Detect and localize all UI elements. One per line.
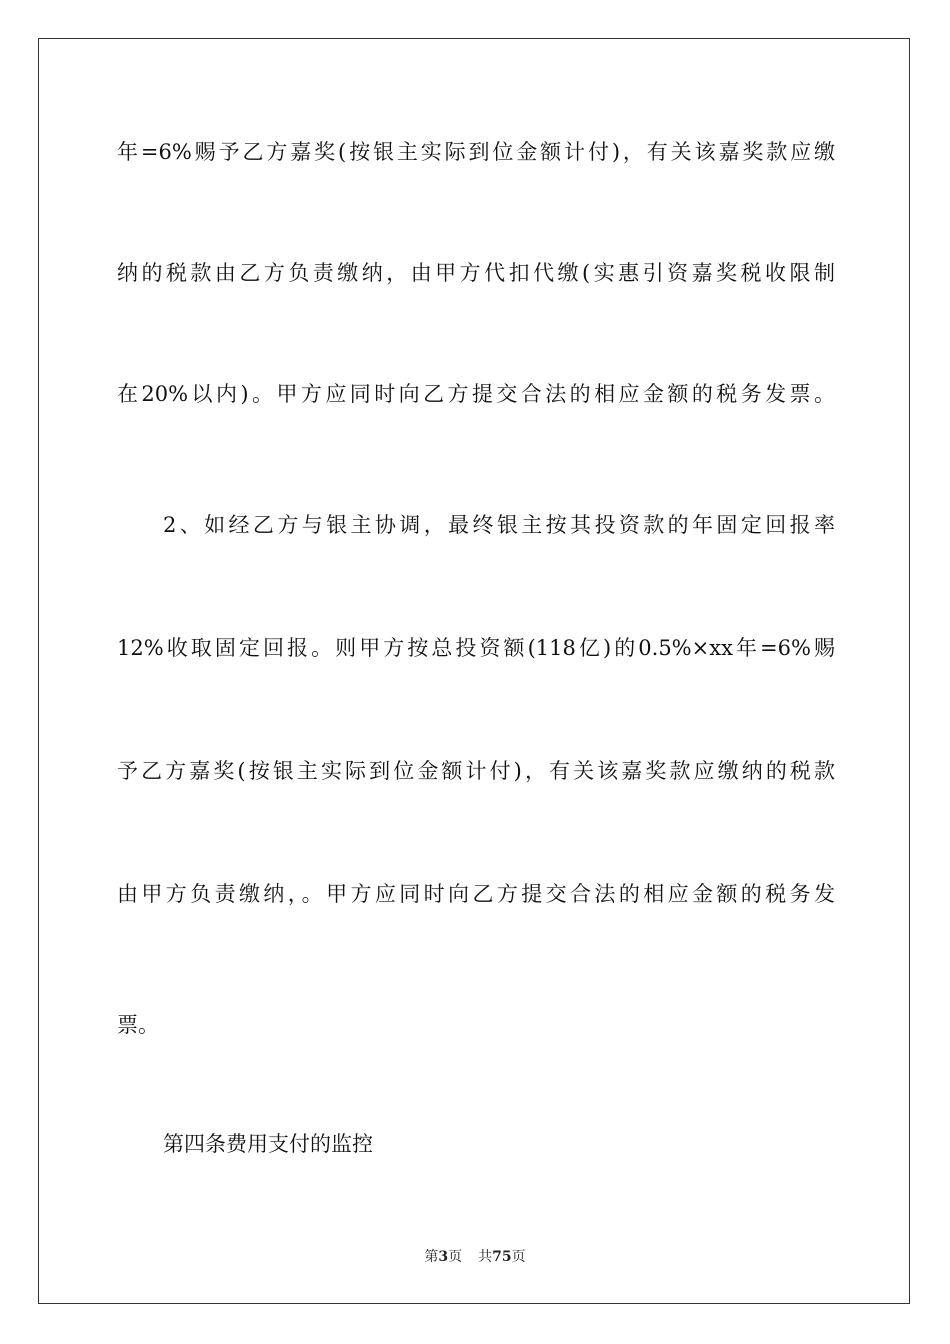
footer-total-suffix: 页 (511, 1249, 526, 1265)
body-text-line-1: 年=6%赐予乙方嘉奖(按银主实际到位金额计付)，有关该嘉奖款应缴 (117, 140, 835, 164)
paragraph-2-line-3: 予乙方嘉奖(按银主实际到位金额计付)，有关该嘉奖款应缴纳的税款 (117, 759, 835, 783)
section-heading: 第四条费用支付的监控 (163, 1132, 373, 1156)
footer-total-pages: 75 (492, 1249, 512, 1265)
body-text-line-2: 纳的税款由乙方负责缴纳，由甲方代扣代缴(实惠引资嘉奖税收限制 (117, 261, 835, 285)
footer-page-number: 3 (438, 1249, 449, 1265)
paragraph-2-line-5: 票。 (117, 1013, 159, 1037)
paragraph-2-line-2: 12%收取固定回报。则甲方按总投资额(118亿)的0.5%×xx年=6%赐 (117, 636, 835, 660)
footer-page-suffix: 页 (448, 1249, 463, 1265)
body-text-line-3: 在20%以内)。甲方应同时向乙方提交合法的相应金额的税务发票。 (117, 382, 835, 406)
paragraph-2-line-4: 由甲方负责缴纳，。甲方应同时向乙方提交合法的相应金额的税务发 (117, 882, 835, 906)
page-border (38, 38, 910, 1304)
paragraph-2-line-1: 2、如经乙方与银主协调，最终银主按其投资款的年固定回报率 (163, 513, 835, 537)
footer-page-prefix: 第 (424, 1249, 439, 1265)
footer-total-prefix: 共 (478, 1249, 493, 1265)
page-footer (0, 1248, 950, 1266)
